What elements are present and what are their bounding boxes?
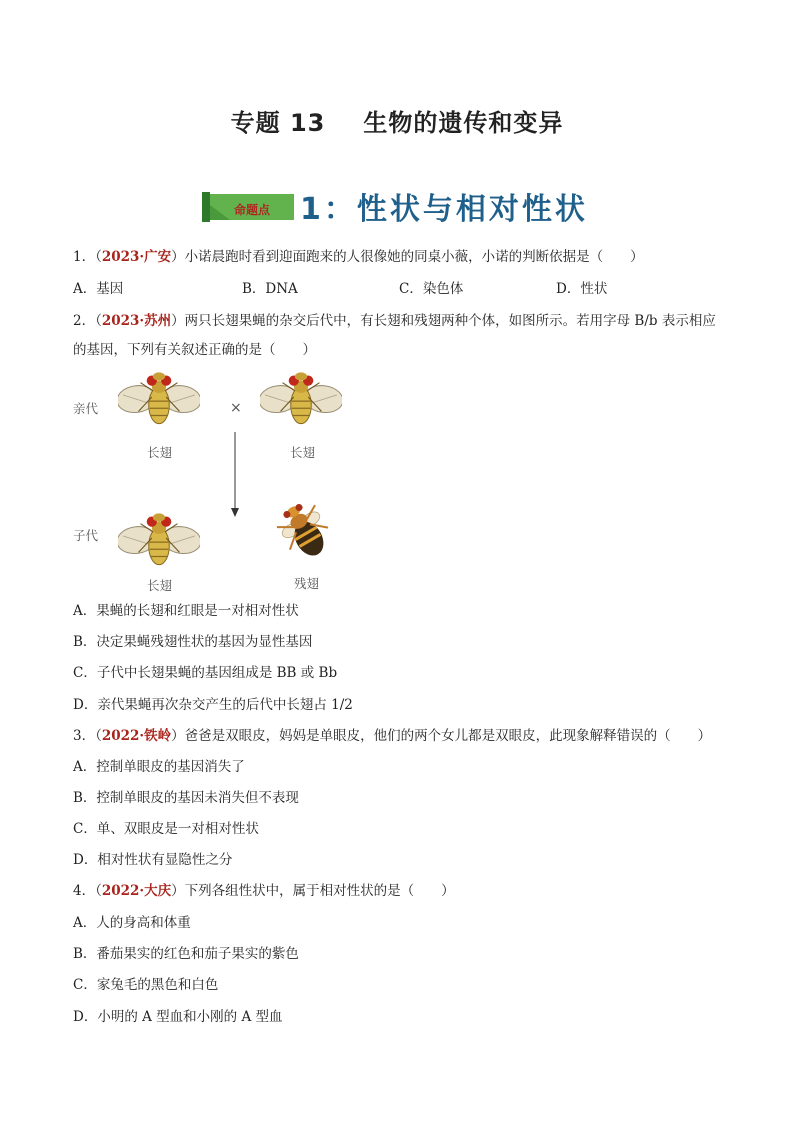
section-badge bbox=[200, 190, 296, 224]
parent1-label: 长翅 bbox=[147, 445, 173, 460]
question-2-option-c: C．子代中长翅果蝇的基因组成是 BB 或 Bb bbox=[73, 665, 338, 681]
page-title bbox=[0, 103, 794, 138]
question-1-source: 2023·广安 bbox=[101, 249, 172, 265]
child1-fly-image bbox=[118, 507, 200, 569]
question-3-option-c: C．单、双眼皮是一对相对性状 bbox=[73, 821, 259, 837]
question-4-stem: 4．（2022·大庆）下列各组性状中，属于相对性状的是（ ） bbox=[73, 883, 455, 899]
parent2-fly-image bbox=[260, 366, 342, 428]
question-4-option-b: B．番茄果实的红色和茄子果实的紫色 bbox=[73, 946, 299, 962]
section-badge-label: 命题点 bbox=[233, 203, 271, 217]
question-4-option-a: A．人的身高和体重 bbox=[73, 915, 191, 931]
question-4-source: 2022·大庆 bbox=[101, 883, 172, 899]
cross-symbol: × bbox=[230, 400, 242, 416]
question-2-option-a: A．果蝇的长翅和红眼是一对相对性状 bbox=[73, 603, 299, 619]
section-heading: 1：性状与相对性状 bbox=[300, 192, 588, 227]
question-1-stem: 1．（2023·广安）小诺晨跑时看到迎面跑来的人很像她的同桌小薇，小诺的判断依据是（ ） bbox=[73, 249, 644, 265]
child2-vestigial-fly-image bbox=[258, 490, 350, 570]
question-4-option-d: D．小明的 A 型血和小刚的 A 型血 bbox=[73, 1009, 283, 1025]
section-banner bbox=[200, 188, 620, 228]
question-3-option-d: D．相对性状有显隐性之分 bbox=[73, 852, 233, 868]
question-3-source: 2022·铁岭 bbox=[101, 728, 172, 744]
question-2-option-b: B．决定果蝇残翅性状的基因为显性基因 bbox=[73, 634, 313, 650]
cross-arrow bbox=[228, 432, 242, 518]
question-2-source: 2023·苏州 bbox=[101, 313, 172, 329]
parent2-label: 长翅 bbox=[290, 445, 316, 460]
question-1-option-a: A．基因 bbox=[73, 281, 124, 297]
child1-label: 长翅 bbox=[147, 578, 173, 593]
topic-number: 专题 13 bbox=[230, 109, 326, 137]
question-1-option-b: B．DNA bbox=[242, 281, 298, 297]
parent-generation-label: 亲代 bbox=[73, 401, 99, 416]
offspring-generation-label: 子代 bbox=[73, 528, 99, 543]
question-1-option-d: D．性状 bbox=[556, 281, 608, 297]
child2-label: 残翅 bbox=[294, 576, 320, 591]
question-2-stem: 2．（2023·苏州）两只长翅果蝇的杂交后代中，有长翅和残翅两种个体，如图所示。若用字母 B/b 表示相应 bbox=[73, 313, 716, 329]
question-4-option-c: C．家兔毛的黑色和白色 bbox=[73, 977, 219, 993]
question-2-option-d: D．亲代果蝇再次杂交产生的后代中长翅占 1/2 bbox=[73, 697, 353, 713]
question-2-stem-line2: 的基因，下列有关叙述正确的是（ ） bbox=[73, 342, 316, 358]
question-3-option-b: B．控制单眼皮的基因未消失但不表现 bbox=[73, 790, 299, 806]
topic-title: 生物的遗传和变异 bbox=[363, 109, 564, 137]
question-3-option-a: A．控制单眼皮的基因消失了 bbox=[73, 759, 245, 775]
question-3-stem: 3．（2022·铁岭）爸爸是双眼皮，妈妈是单眼皮，他们的两个女儿都是双眼皮，此现象解释错误的（ ） bbox=[73, 728, 712, 744]
question-1-option-c: C．染色体 bbox=[399, 281, 464, 297]
parent1-fly-image bbox=[118, 366, 200, 428]
